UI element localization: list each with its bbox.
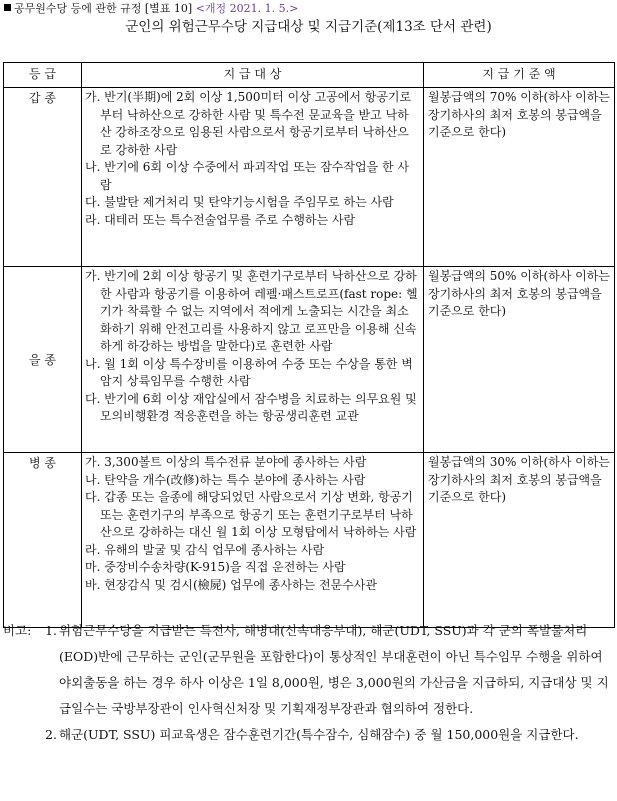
standard-cell: 월봉급액의 50% 이하(하사 이하는 장기하사의 최저 호봉의 봉급액을 기준으로 한다) [424,267,615,453]
target-cell [82,453,424,628]
revision-note: <개정 2021. 1. 5.> [195,2,299,15]
list-item: 다. 반기에 6회 이상 재압실에서 잠수병을 치료하는 의무요원 및 모의비행환경 적응훈련을 하는 항공생리훈련 교관 [85,391,417,423]
list-item: 라. 유해의 발굴 및 감식 업무에 종사하는 사람 [85,542,325,557]
table-row [4,88,615,267]
table-row [4,453,615,628]
remark-text: 해군(UDT, SSU) 피교육생은 잠수훈련기간(특수잠수, 심해잠수) 중 월 150,000원을 지급한다. [59,727,579,742]
list-item: 나. 반기에 6회 이상 수중에서 파괴작업 또는 잠수작업을 한 사람 [85,160,409,192]
header-standard: 지 급 기 준 액 [424,63,615,88]
grade-cell: 병 종 [4,453,82,628]
target-cell [82,88,424,267]
square-bullet-icon [4,4,11,11]
remark-text: 위험근무수당을 지급받는 특전사, 해병대(신속대응부대), 해군(UDT, SSU)과 각 군의 폭발물처리(EOD)반에 근무하는 군인(군무원을 포함한다)이 통상적인 부대훈련이 아닌 특수임무 수행을 위하여 야외출동을 하는 경우 하사 이상은 1일 8,000원, 병은 3,000원의 가산금을 지급하되, 지급대상 및 지급일수는 국방부장관이 인사혁신처장 및 기획재정부장관과 협의하여 정한다. [59,623,609,716]
list-item: 마. 중장비수송차량(K-915)을 직접 운전하는 사람 [85,560,346,574]
list-item: 가. 3,300볼트 이상의 특수전류 분야에 종사하는 사람 [85,455,367,469]
list-item: 나. 탄약을 개수(改修)하는 특수 분야에 종사하는 사람 [85,472,366,487]
standard-cell: 월봉급액의 70% 이하(하사 이하는 장기하사의 최저 호봉의 봉급액을 기준으로 한다) [424,88,615,267]
standard-cell: 월봉급액의 30% 이하(하사 이하는 장기하사의 최저 호봉의 봉급액을 기준으로 한다) [424,453,615,628]
allowance-table [3,62,615,628]
list-item: 바. 현장감식 및 검시(檢屍) 업무에 종사하는 전문수사관 [85,577,377,592]
list-item: 다. 불발탄 제거처리 및 탄약기능시험을 주임무로 하는 사람 [85,195,394,209]
list-item: 나. 월 1회 이상 특수장비를 이용하여 수중 또는 수상을 통한 벽암지 상륙임무를 수행한 사람 [85,356,413,388]
remark-item [3,618,613,722]
header-grade: 등 급 [4,63,82,88]
list-item: 다. 갑종 또는 을종에 해당되었던 사람으로서 기상 변화, 항공기 또는 훈련기구의 부족으로 항공기 또는 훈련기구로부터 낙하산으로 강하하는 대신 월 1회 이상 모형탑에서 낙하하는 사람 [85,490,417,539]
table-row [4,267,615,453]
regulation-reference: 공무원수당 등에 관한 규정 [별표 10] [14,2,193,15]
remark-number: 1. [45,623,57,638]
list-item: 가. 반기(半期)에 2회 이상 1,500미터 이상 고공에서 항공기로부터 낙하산으로 강하한 사람 및 특수전 문교육을 받고 낙하산 강하조장으로 임용된 사람으로서 항공기로부터 낙하산으로 강하한 사람 [85,90,412,157]
document-header [4,2,298,15]
grade-cell: 을 종 [4,267,82,453]
remarks-section [3,618,613,748]
header-target: 지 급 대 상 [82,63,424,88]
page-title: 군인의 위험근무수당 지급대상 및 지급기준(제13조 단서 관련) [125,19,492,35]
table-header-row [4,63,615,88]
remarks-label: 비고: [3,623,32,638]
remark-number: 2. [45,727,57,742]
grade-cell: 갑 종 [4,88,82,267]
target-cell [82,267,424,453]
list-item: 가. 반기에 2회 이상 항공기 및 훈련기구로부터 낙하산으로 강하한 사람과 항공기를 이용하여 레펠·패스트로프(fast rope: 헬기가 착륙할 수 없는 지역에서 적에게 노출되는 시간을 최소화하기 위해 안전고리를 사용하지 않고 로프만을 이용해 신속하게 하강하는 방법을 말한다)로 훈련한 사람 [85,269,418,353]
remark-item [3,722,613,748]
list-item: 라. 대테러 또는 특수전술업무를 주로 수행하는 사람 [85,212,356,227]
